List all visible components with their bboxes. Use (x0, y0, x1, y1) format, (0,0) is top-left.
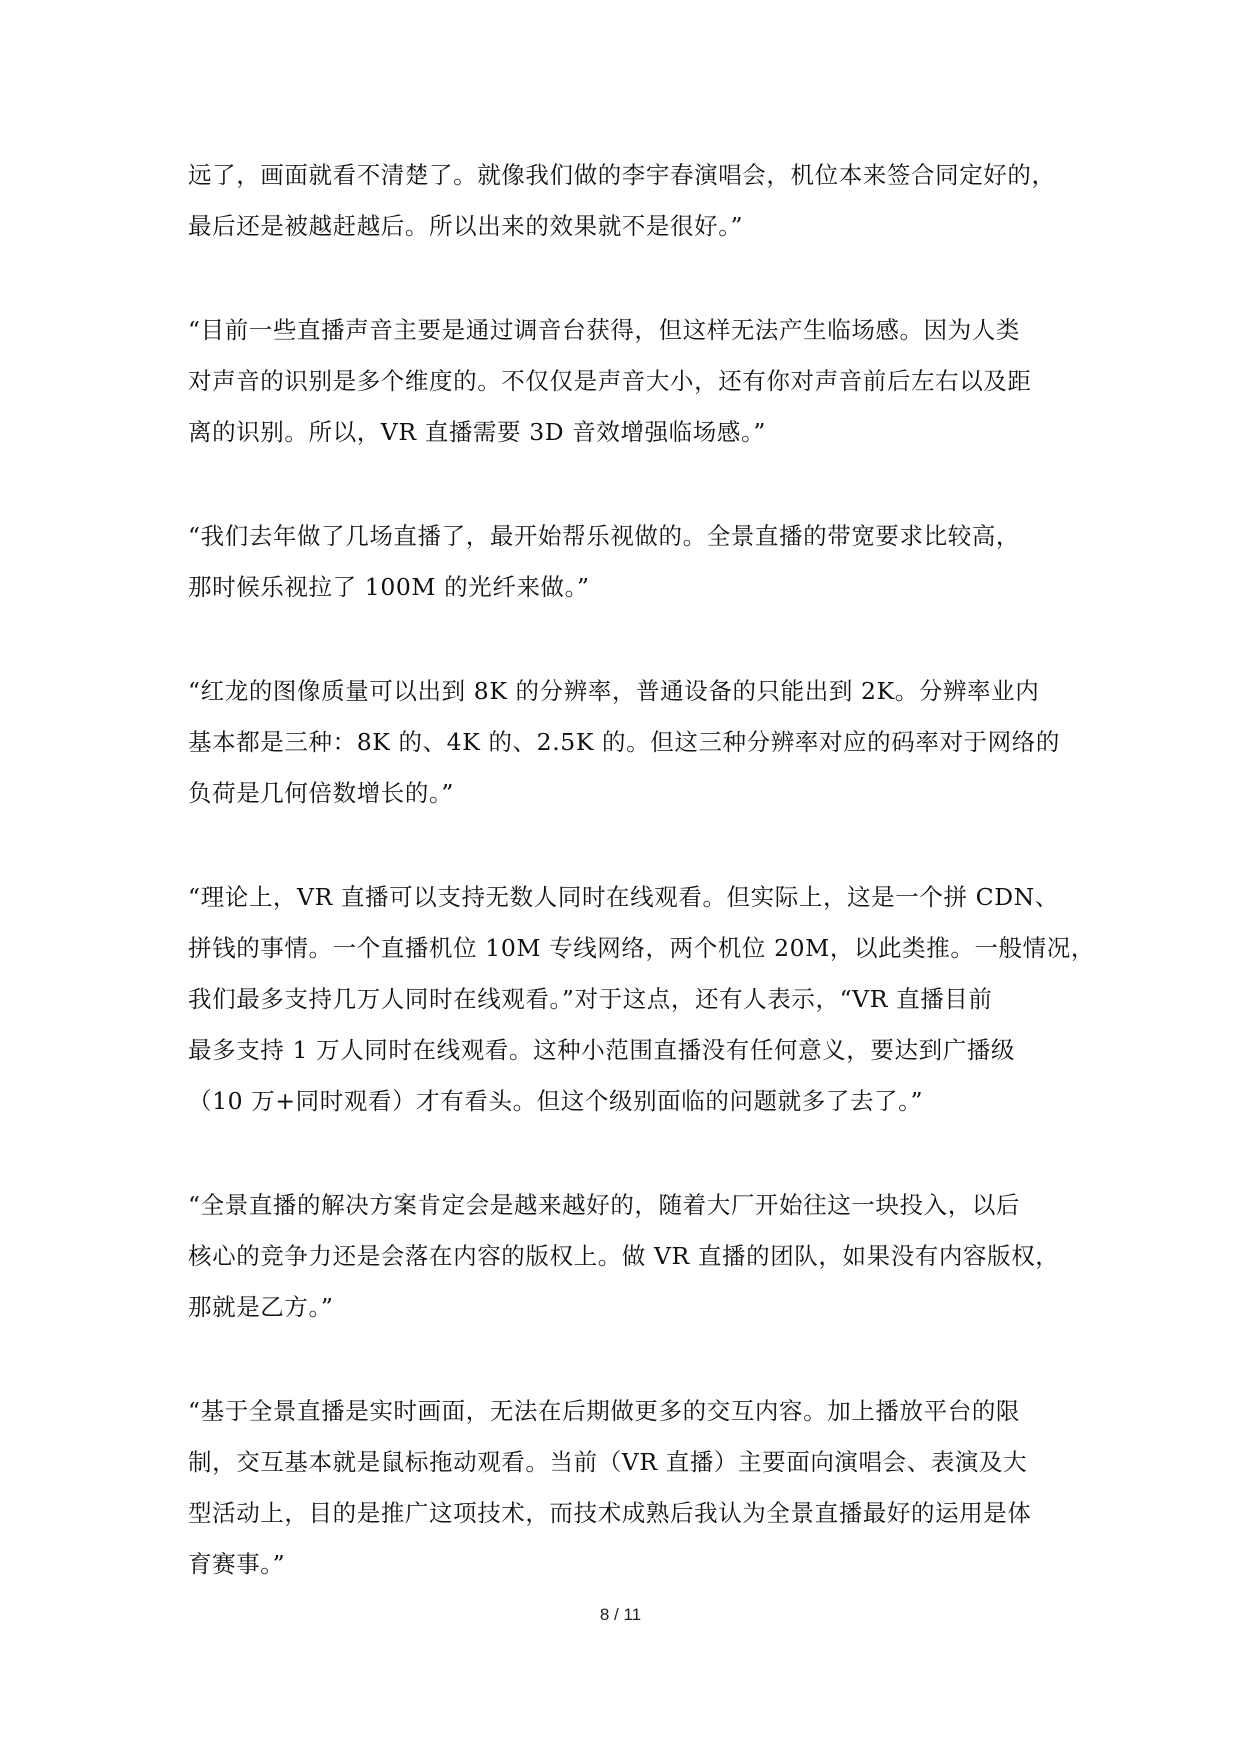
paragraph-line: “全景直播的解决方案肯定会是越来越好的，随着大厂开始往这一块投入，以后 (188, 1191, 1021, 1219)
page-number: 8 / 11 (599, 1605, 642, 1624)
paragraph-2 (188, 305, 1050, 458)
paragraph-line: “红龙的图像质量可以出到 8K 的分辨率，普通设备的只能出到 2K。分辨率业内 (188, 677, 1040, 705)
paragraph-line: 最后还是被越赶越后。所以出来的效果就不是很好。” (188, 212, 744, 240)
paragraph-line: 离的识别。所以，VR 直播需要 3D 音效增强临场感。” (188, 418, 766, 446)
paragraph-line: 基本都是三种：8K 的、4K 的、2.5K 的。但这三种分辨率对应的码率对于网络的 (188, 728, 1060, 756)
paragraph-line: “目前一些直播声音主要是通过调音台获得，但这样无法产生临场感。因为人类 (188, 316, 1021, 344)
paragraph-line: “基于全景直播是实时画面，无法在后期做更多的交互内容。加上播放平台的限 (188, 1397, 1021, 1425)
paragraph-line: 负荷是几何倍数增长的。” (188, 779, 454, 807)
paragraph-line: 拼钱的事情。一个直播机位 10M 专线网络，两个机位 20M，以此类推。一般情况， (188, 934, 1095, 962)
paragraph-3 (188, 511, 1050, 613)
paragraph-line: 核心的竞争力还是会落在内容的版权上。做 VR 直播的团队，如果没有内容版权， (188, 1242, 1060, 1270)
paragraph-line: 远了，画面就看不清楚了。就像我们做的李宇春演唱会，机位本来签合同定好的， (188, 161, 1056, 189)
paragraph-line: （10 万+同时观看）才有看头。但这个级别面临的问题就多了去了。” (188, 1087, 924, 1115)
paragraph-line: 对声音的识别是多个维度的。不仅仅是声音大小，还有你对声音前后左右以及距 (188, 367, 1032, 395)
paragraph-line: “我们去年做了几场直播了，最开始帮乐视做的。全景直播的带宽要求比较高， (188, 522, 1021, 550)
paragraph-line: “理论上，VR 直播可以支持无数人同时在线观看。但实际上，这是一个拼 CDN、 (188, 883, 1059, 911)
document-body (188, 150, 1095, 1590)
paragraph-line: 育赛事。” (188, 1550, 286, 1578)
paragraph-line: 我们最多支持几万人同时在线观看。”对于这点，还有人表示，“VR 直播目前 (188, 985, 993, 1013)
paragraph-line: 型活动上，目的是推广这项技术，而技术成熟后我认为全景直播最好的运用是体 (188, 1499, 1032, 1527)
paragraph-line: 那时候乐视拉了 100M 的光纤来做。” (188, 573, 590, 601)
paragraph-line: 制，交互基本就是鼠标拖动观看。当前（VR 直播）主要面向演唱会、表演及大 (188, 1448, 1028, 1476)
paragraph-line: 最多支持 1 万人同时在线观看。这种小范围直播没有任何意义，要达到广播级 (188, 1036, 1015, 1064)
paragraph-7 (188, 1386, 1050, 1590)
paragraph-line: 那就是乙方。” (188, 1293, 334, 1321)
paragraph-1 (188, 150, 1056, 252)
paragraph-6 (188, 1180, 1060, 1333)
paragraph-5 (188, 872, 1095, 1127)
paragraph-4 (188, 666, 1060, 819)
